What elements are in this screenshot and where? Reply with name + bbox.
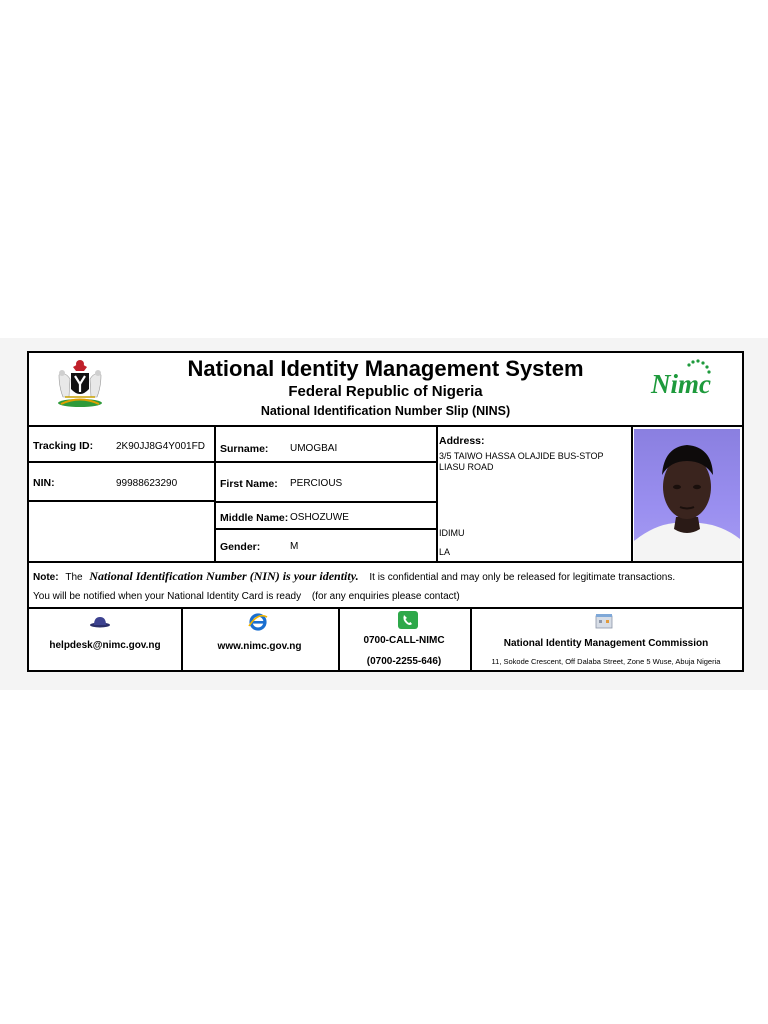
nimc-logo — [649, 357, 715, 407]
note-emphasis: National Identification Number (NIN) is your identity. — [89, 569, 359, 583]
address-line-4: LA — [439, 547, 451, 557]
organization-address: 11, Sokode Crescent, Off Dalaba Street, Zone 5 Wuse, Abuja Nigeria — [491, 657, 721, 666]
note-rest: It is confidential and may only be released for legitimate transactions. — [369, 572, 676, 583]
helpdesk-email-link[interactable]: helpdesk@nimc.gov.ng — [49, 640, 161, 651]
page-title: National Identity Management System — [187, 356, 584, 381]
nimc-logo-text: Nimc — [651, 369, 711, 399]
address-line-1: 3/5 TAIWO HASSA OLAJIDE BUS-STOP — [439, 451, 604, 461]
notify-text: You will be notified when your National Identity Card is ready — [33, 591, 302, 602]
note-line — [33, 569, 675, 584]
hat-icon — [89, 615, 111, 627]
notify-line — [33, 591, 460, 602]
organization-name: National Identity Management Commission — [503, 638, 709, 649]
nin-label: NIN: — [33, 477, 55, 489]
gender-value: M — [290, 541, 299, 552]
first-name-value: PERCIOUS — [290, 478, 343, 489]
tracking-id-label: Tracking ID: — [33, 440, 94, 452]
nin-value: 99988623290 — [116, 478, 178, 489]
first-name-label: First Name: — [220, 478, 278, 490]
address-line-2: LIASU ROAD — [439, 462, 494, 472]
enquiries-text: (for any enquiries please contact) — [311, 591, 460, 602]
phone-label: 0700-CALL-NIMC — [363, 635, 445, 646]
surname-label: Surname: — [220, 443, 269, 455]
middle-name-label: Middle Name: — [220, 512, 289, 524]
internet-explorer-icon — [248, 612, 268, 632]
phone-number: (0700-2255-646) — [366, 656, 442, 667]
address-line-3: IDIMU — [439, 528, 465, 538]
tracking-id-value: 2K90JJ8G4Y001FD — [116, 441, 205, 452]
phone-icon — [398, 611, 418, 629]
slip-title: National Identification Number Slip (NINS) — [260, 404, 511, 418]
gender-label: Gender: — [220, 541, 261, 553]
note-the: The — [65, 572, 83, 583]
country-subtitle: Federal Republic of Nigeria — [288, 383, 483, 400]
building-icon — [595, 613, 613, 629]
surname-value: UMOGBAI — [290, 443, 338, 454]
middle-name-value: OSHOZUWE — [290, 512, 349, 523]
passport-photo — [634, 429, 740, 561]
address-label: Address: — [439, 435, 485, 447]
note-prefix: Note: — [33, 572, 59, 583]
website-link[interactable]: www.nimc.gov.ng — [217, 641, 302, 652]
nin-slip — [27, 351, 744, 672]
